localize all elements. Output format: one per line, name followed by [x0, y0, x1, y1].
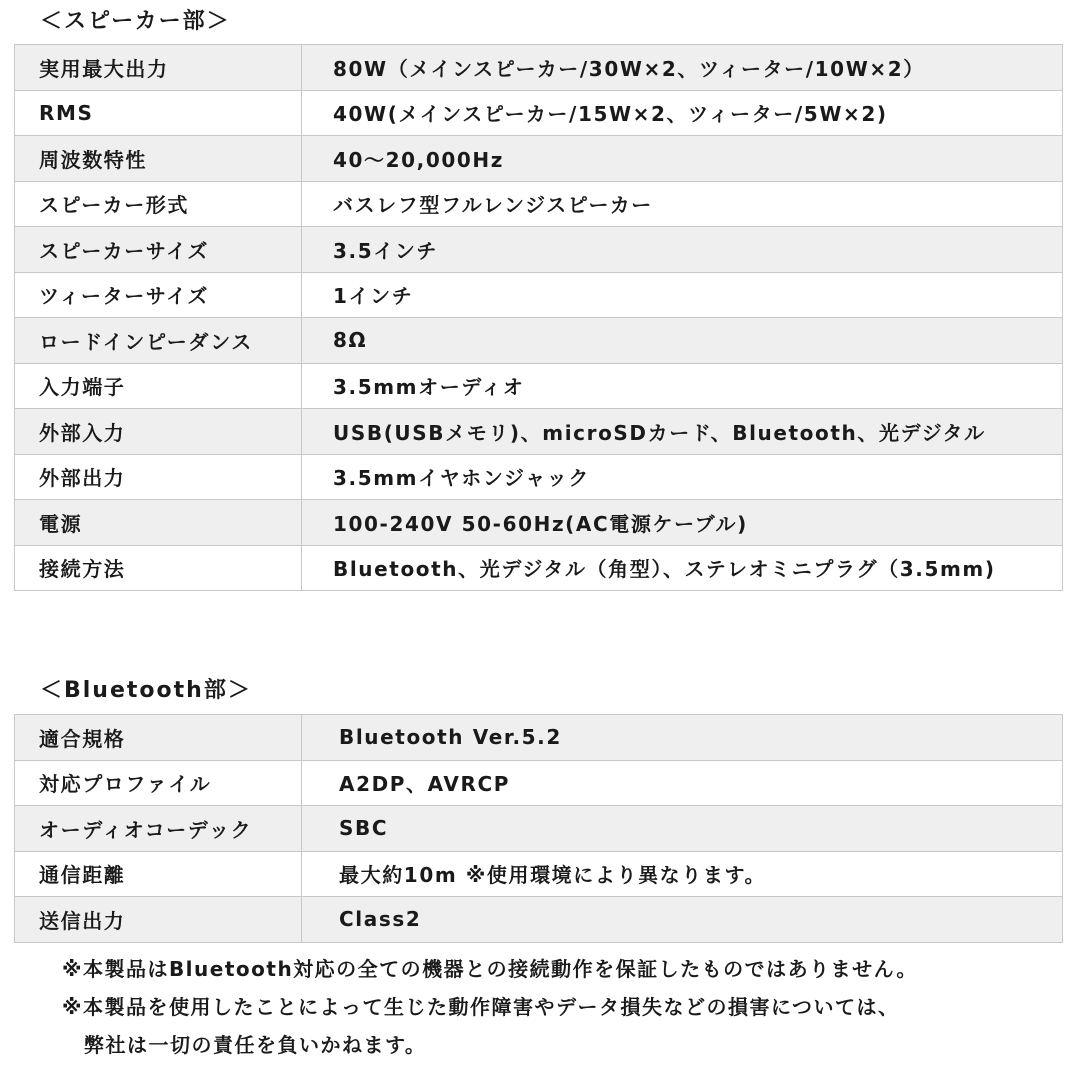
- speaker-section-title: ＜スピーカー部＞: [40, 9, 231, 34]
- row-label: オーディオコーデック: [15, 806, 302, 852]
- row-label: 適合規格: [15, 715, 302, 761]
- disclaimer-notes: [62, 950, 918, 1064]
- row-value: 80W（メインスピーカー/30W×2、ツィーター/10W×2）: [302, 45, 1063, 91]
- row-value: バスレフ型フルレンジスピーカー: [302, 181, 1063, 227]
- table-row: [15, 851, 1063, 897]
- row-label: スピーカーサイズ: [15, 227, 302, 273]
- table-row: [15, 227, 1063, 273]
- row-value: 3.5mmイヤホンジャック: [302, 454, 1063, 500]
- row-label: 接続方法: [15, 545, 302, 591]
- row-label: 対応プロファイル: [15, 760, 302, 806]
- table-row: [15, 760, 1063, 806]
- table-row: [15, 318, 1063, 364]
- table-row: [15, 409, 1063, 455]
- table-row: [15, 545, 1063, 591]
- row-label: 入力端子: [15, 363, 302, 409]
- disclaimer-note: 弊社は一切の責任を負いかねます。: [84, 1033, 427, 1057]
- table-row: [15, 897, 1063, 943]
- row-value: Class2: [302, 897, 1063, 943]
- row-value: 最大約10m ※使用環境により異なります。: [302, 851, 1063, 897]
- table-row: [15, 806, 1063, 852]
- row-label: 周波数特性: [15, 136, 302, 182]
- row-value: 8Ω: [302, 318, 1063, 364]
- row-value: 3.5mmオーディオ: [302, 363, 1063, 409]
- bluetooth-section-title: ＜Bluetooth部＞: [40, 678, 252, 703]
- row-value: Bluetooth Ver.5.2: [302, 715, 1063, 761]
- row-value: 3.5インチ: [302, 227, 1063, 273]
- disclaimer-note: ※本製品はBluetooth対応の全ての機器との接続動作を保証したものではありません。: [62, 957, 918, 981]
- table-row: [15, 136, 1063, 182]
- table-row: [15, 715, 1063, 761]
- table-row: [15, 454, 1063, 500]
- row-value: 40W(メインスピーカー/15W×2、ツィーター/5W×2): [302, 90, 1063, 136]
- table-row: [15, 90, 1063, 136]
- row-label: 外部入力: [15, 409, 302, 455]
- row-label: 通信距離: [15, 851, 302, 897]
- row-value: 100-240V 50-60Hz(AC電源ケーブル): [302, 500, 1063, 546]
- speaker-spec-table: [14, 44, 1063, 591]
- disclaimer-note: ※本製品を使用したことによって生じた動作障害やデータ損失などの損害については、: [62, 995, 900, 1019]
- table-row: [15, 181, 1063, 227]
- row-label: スピーカー形式: [15, 181, 302, 227]
- row-label: ツィーターサイズ: [15, 272, 302, 318]
- row-value: A2DP、AVRCP: [302, 760, 1063, 806]
- bluetooth-spec-table: [14, 714, 1063, 943]
- row-label: 送信出力: [15, 897, 302, 943]
- row-label: 外部出力: [15, 454, 302, 500]
- row-label: RMS: [15, 90, 302, 136]
- table-row: [15, 500, 1063, 546]
- table-row: [15, 45, 1063, 91]
- row-label: ロードインピーダンス: [15, 318, 302, 364]
- table-row: [15, 363, 1063, 409]
- row-label: 電源: [15, 500, 302, 546]
- row-value: SBC: [302, 806, 1063, 852]
- table-row: [15, 272, 1063, 318]
- row-value: Bluetooth、光デジタル（角型）、ステレオミニプラグ（3.5mm): [302, 545, 1063, 591]
- row-value: 1インチ: [302, 272, 1063, 318]
- row-label: 実用最大出力: [15, 45, 302, 91]
- row-value: 40～20,000Hz: [302, 136, 1063, 182]
- row-value: USB(USBメモリ)、microSDカード、Bluetooth、光デジタル: [302, 409, 1063, 455]
